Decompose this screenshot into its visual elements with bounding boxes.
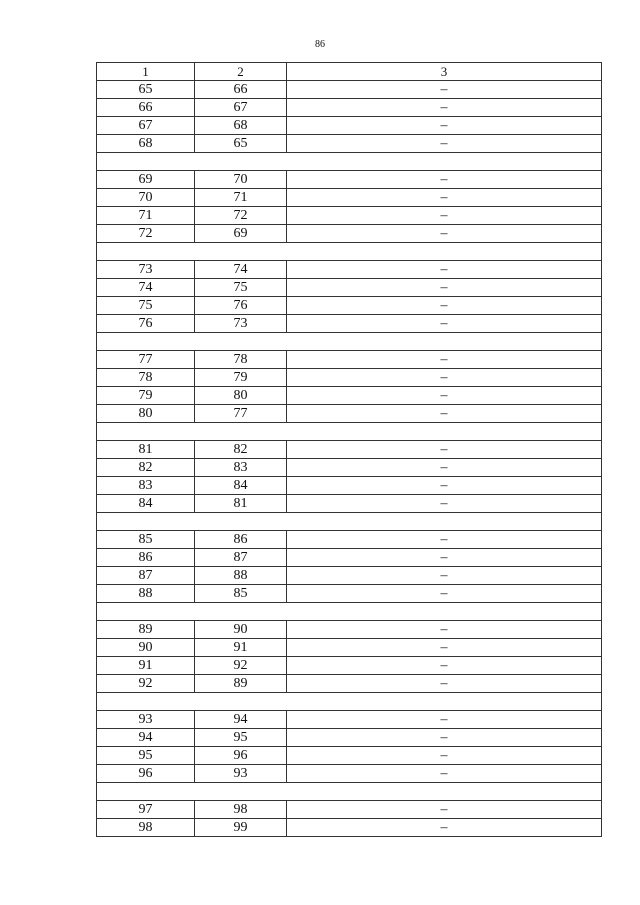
- table-row: [97, 459, 602, 477]
- table-cell: 80: [195, 387, 287, 405]
- group-separator-row: [97, 423, 602, 441]
- table-cell: 97: [97, 801, 195, 819]
- table-row: [97, 189, 602, 207]
- table-cell: 77: [195, 405, 287, 423]
- table-cell: –: [287, 117, 602, 135]
- table-cell: 85: [97, 531, 195, 549]
- table-cell: 70: [195, 171, 287, 189]
- table-row: [97, 405, 602, 423]
- table-cell: –: [287, 711, 602, 729]
- table-cell: 83: [97, 477, 195, 495]
- table-row: [97, 567, 602, 585]
- table-cell: 89: [97, 621, 195, 639]
- table-row: [97, 549, 602, 567]
- table-row: [97, 585, 602, 603]
- table-cell: 79: [195, 369, 287, 387]
- table-cell: 86: [97, 549, 195, 567]
- table-row: [97, 99, 602, 117]
- data-table: [96, 62, 602, 837]
- group-separator-row: [97, 333, 602, 351]
- table-cell: 90: [195, 621, 287, 639]
- table-row: [97, 765, 602, 783]
- table-row: [97, 225, 602, 243]
- column-header: 2: [195, 63, 287, 81]
- table-cell: 88: [97, 585, 195, 603]
- group-separator-row: [97, 603, 602, 621]
- table-cell: 81: [97, 441, 195, 459]
- table-cell: 68: [97, 135, 195, 153]
- table-cell: 98: [195, 801, 287, 819]
- table-cell: –: [287, 225, 602, 243]
- table-cell: 84: [97, 495, 195, 513]
- table-row: [97, 711, 602, 729]
- table-cell: 73: [97, 261, 195, 279]
- table-cell: –: [287, 765, 602, 783]
- table-row: [97, 369, 602, 387]
- table-cell: –: [287, 567, 602, 585]
- group-separator-row: [97, 243, 602, 261]
- table-cell: 70: [97, 189, 195, 207]
- table-row: [97, 441, 602, 459]
- table-row: [97, 387, 602, 405]
- table-cell: 76: [195, 297, 287, 315]
- separator-cell: [97, 693, 602, 711]
- table-cell: 69: [97, 171, 195, 189]
- table-row: [97, 675, 602, 693]
- table-body: [97, 63, 602, 837]
- table-cell: 68: [195, 117, 287, 135]
- table-row: [97, 657, 602, 675]
- table-cell: 96: [97, 765, 195, 783]
- table-row: [97, 81, 602, 99]
- table-cell: 81: [195, 495, 287, 513]
- table-cell: –: [287, 261, 602, 279]
- table-cell: 91: [195, 639, 287, 657]
- table-row: [97, 117, 602, 135]
- table-cell: –: [287, 189, 602, 207]
- table-cell: 75: [97, 297, 195, 315]
- table-cell: –: [287, 99, 602, 117]
- table-cell: 66: [195, 81, 287, 99]
- table-cell: –: [287, 675, 602, 693]
- table-cell: 65: [97, 81, 195, 99]
- table-cell: –: [287, 297, 602, 315]
- table-cell: –: [287, 387, 602, 405]
- table-cell: 92: [195, 657, 287, 675]
- table-cell: –: [287, 639, 602, 657]
- table-cell: 93: [195, 765, 287, 783]
- separator-cell: [97, 333, 602, 351]
- table-cell: –: [287, 135, 602, 153]
- column-header: 3: [287, 63, 602, 81]
- table-cell: –: [287, 477, 602, 495]
- table-cell: 87: [97, 567, 195, 585]
- table-cell: –: [287, 585, 602, 603]
- table-cell: 93: [97, 711, 195, 729]
- table-row: [97, 297, 602, 315]
- table-cell: 66: [97, 99, 195, 117]
- table-cell: 79: [97, 387, 195, 405]
- table-cell: 99: [195, 819, 287, 837]
- table-cell: 80: [97, 405, 195, 423]
- table-cell: 96: [195, 747, 287, 765]
- table-cell: –: [287, 279, 602, 297]
- table-cell: –: [287, 747, 602, 765]
- group-separator-row: [97, 153, 602, 171]
- table-cell: –: [287, 171, 602, 189]
- table-row: [97, 171, 602, 189]
- table-cell: 77: [97, 351, 195, 369]
- group-separator-row: [97, 783, 602, 801]
- table-cell: 65: [195, 135, 287, 153]
- separator-cell: [97, 603, 602, 621]
- table-cell: 83: [195, 459, 287, 477]
- separator-cell: [97, 153, 602, 171]
- table-cell: 91: [97, 657, 195, 675]
- table-cell: 95: [97, 747, 195, 765]
- table-row: [97, 315, 602, 333]
- table-cell: 72: [97, 225, 195, 243]
- table-cell: –: [287, 495, 602, 513]
- table-row: [97, 261, 602, 279]
- table-cell: 67: [97, 117, 195, 135]
- table-cell: 82: [195, 441, 287, 459]
- table-cell: 84: [195, 477, 287, 495]
- table-row: [97, 495, 602, 513]
- table-cell: 72: [195, 207, 287, 225]
- table-row: [97, 819, 602, 837]
- table-cell: –: [287, 81, 602, 99]
- table-cell: 67: [195, 99, 287, 117]
- table-row: [97, 747, 602, 765]
- table-cell: 87: [195, 549, 287, 567]
- table-row: [97, 135, 602, 153]
- table-cell: –: [287, 531, 602, 549]
- table-cell: 73: [195, 315, 287, 333]
- table-cell: –: [287, 369, 602, 387]
- table-row: [97, 477, 602, 495]
- table-cell: 94: [195, 711, 287, 729]
- group-separator-row: [97, 693, 602, 711]
- table-cell: 82: [97, 459, 195, 477]
- table-cell: 78: [195, 351, 287, 369]
- separator-cell: [97, 783, 602, 801]
- table-row: [97, 207, 602, 225]
- group-separator-row: [97, 513, 602, 531]
- table-cell: –: [287, 801, 602, 819]
- column-header: 1: [97, 63, 195, 81]
- table-cell: 69: [195, 225, 287, 243]
- table-cell: –: [287, 441, 602, 459]
- table-cell: 88: [195, 567, 287, 585]
- separator-cell: [97, 423, 602, 441]
- table-cell: –: [287, 405, 602, 423]
- separator-cell: [97, 243, 602, 261]
- table-cell: 71: [195, 189, 287, 207]
- table-cell: 89: [195, 675, 287, 693]
- table-row: [97, 801, 602, 819]
- table-cell: 78: [97, 369, 195, 387]
- separator-cell: [97, 513, 602, 531]
- table-cell: –: [287, 549, 602, 567]
- table-row: [97, 279, 602, 297]
- table-cell: –: [287, 459, 602, 477]
- table-cell: 98: [97, 819, 195, 837]
- table-cell: 74: [195, 261, 287, 279]
- table-cell: 85: [195, 585, 287, 603]
- page-number: 86: [315, 39, 325, 50]
- table-cell: –: [287, 621, 602, 639]
- table-cell: 90: [97, 639, 195, 657]
- table-header-row: [97, 63, 602, 81]
- table-cell: 75: [195, 279, 287, 297]
- table-row: [97, 639, 602, 657]
- table-cell: 74: [97, 279, 195, 297]
- table-cell: 86: [195, 531, 287, 549]
- table-row: [97, 729, 602, 747]
- table-cell: 76: [97, 315, 195, 333]
- table-cell: –: [287, 729, 602, 747]
- table-row: [97, 351, 602, 369]
- table-cell: –: [287, 351, 602, 369]
- table-cell: –: [287, 657, 602, 675]
- table-cell: 94: [97, 729, 195, 747]
- table-cell: –: [287, 819, 602, 837]
- table-row: [97, 621, 602, 639]
- table-cell: 92: [97, 675, 195, 693]
- table-cell: –: [287, 207, 602, 225]
- table-cell: 95: [195, 729, 287, 747]
- table-cell: –: [287, 315, 602, 333]
- table-row: [97, 531, 602, 549]
- table-cell: 71: [97, 207, 195, 225]
